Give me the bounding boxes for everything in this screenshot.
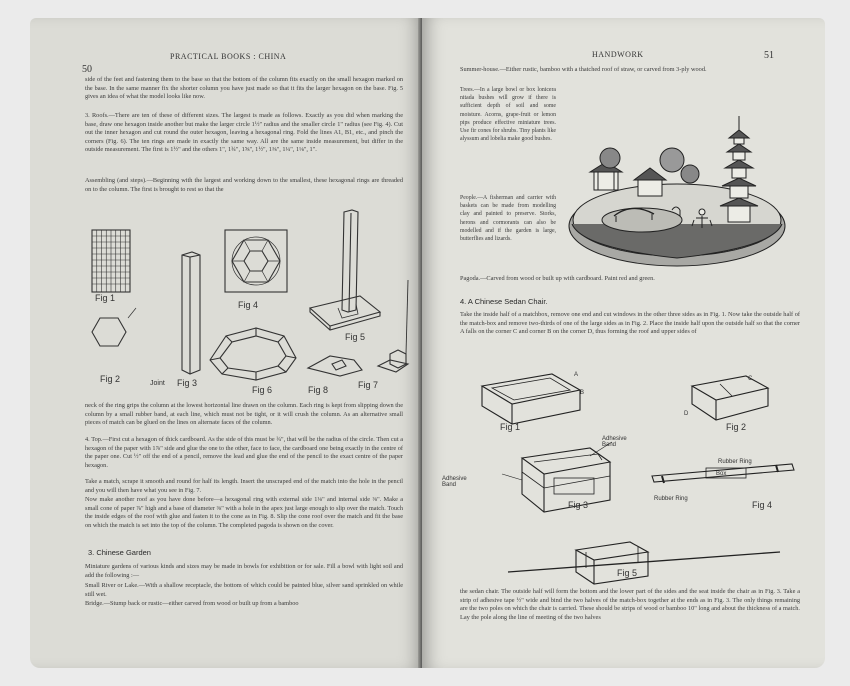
page-number-left: 50 (82, 64, 92, 75)
left-para-9: Small River or Lake.—With a shallow receptacle, the bottom of which could be painted blue, silver sand sprinkled on while still wet. (85, 582, 403, 598)
right-para-3: People.—A fisherman and carrier with baskets can be made from modelling clay and painted to preserve. Storks, herons and cormorants can also be modelled and if the garden is large, butterflies and lizards. (460, 195, 556, 243)
sedan-fig5-chair (508, 542, 780, 584)
sedan-fig2-box (692, 376, 768, 420)
fig4-caption: Fig 4 (238, 300, 259, 310)
left-para-7: Now make another roof as you have done before—a hexagonal ring with external side 1⅛" and internal side ⅜". Make a small cone of paper ⅞" high and a base of diameter ⅜" with a hole in the apex just large enough to slip over the match. Touch the inside edges of the roof with glue and fasten it to the cone as in Fig. 8. Slip the cone roof over the match and fit the base on which the match is set into the top of the column. The completed pagoda is shown on the cover. (85, 496, 403, 529)
corner-b-label: B (580, 390, 585, 396)
sedan-fig3-box (522, 448, 610, 512)
sedan-fig2-caption: Fig 2 (726, 422, 747, 432)
open-book (30, 18, 825, 668)
right-para-4: Pagoda.—Carved from wood or built up with cardboard. Paint red and green. (460, 275, 655, 282)
corner-d-label: D (684, 411, 689, 417)
fig1-caption: Fig 1 (95, 293, 116, 303)
sedan-fig5-caption: Fig 5 (617, 568, 638, 578)
left-para-4: neck of the ring grips the column at the lowest horizontal line drawn on the column. Each ring is kept from slipping down the column by a small rubber band, at each line, which must not be tight, or it will crush the column. As an alternative small pieces of match can be glued on the lines on alternate faces of the column. (85, 402, 403, 427)
fig5-caption: Fig 5 (345, 332, 366, 342)
sedan-fig3-caption: Fig 3 (568, 500, 589, 510)
right-para-6: the sedan chair. The outside half will form the bottom and the lower part of the sides and the seat inside the chair as in Fig. 3. Take a strip of adhesive tape ½" wide and bind the two halves of the match-box together at the ends as in Fig. 3. The only things remaining are the two poles on which the chair is carried. These should be strips of wood or bamboo 10" long and about the thickness of a match. Lay the pole along the line of meeting of the two halves (460, 588, 800, 621)
joint-label: Joint (150, 380, 165, 387)
running-head-left: PRACTICAL BOOKS : CHINA (170, 52, 287, 61)
fig7-pencil-top (378, 280, 408, 372)
left-page (30, 18, 422, 668)
left-para-1: side of the feet and fastening them to the base so that the bottom of the column fits exactly on the small hexagon marked on the base. In the same manner fix the shorter column you have just made so that it fits the larger hexagon on the base. Fig. 5 gives an idea of what the model looks like now. (85, 76, 403, 101)
fig7-caption: Fig 7 (358, 380, 379, 390)
right-page (422, 18, 825, 668)
section-title-chinese-garden: 3. Chinese Garden (88, 548, 151, 557)
sedan-fig4-caption: Fig 4 (752, 500, 773, 510)
right-para-5: Take the inside half of a matchbox, remove one end and cut windows in the other three sides as in Fig. 1. Now take the outside half of the match-box and remove two-thirds of one of the large sides as in Fig. 2. Place the inside half upon the outside half so that the corner A falls on the corner C and corner B on the corner D, thus forming the roof and upper sides of (460, 311, 800, 336)
left-para-8: Miniature gardens of various kinds and sizes may be made in bowls for exhibition or for sale. Fill a bowl with light soil and add the following :— (85, 563, 403, 579)
adhesive-band-label-2: Adhesive Band (442, 476, 467, 488)
fig3-caption: Fig 3 (177, 378, 198, 388)
fig8-caption: Fig 8 (308, 385, 329, 395)
rubber-ring-label-2: Rubber Ring (654, 496, 688, 502)
adhesive-band-label-1: Adhesive Band (602, 436, 627, 448)
corner-a-label: A (574, 372, 579, 378)
fig6-caption: Fig 6 (252, 385, 273, 395)
left-para-10: Bridge.—Stump back or rustic—either carved from wood or built up from a bamboo (85, 600, 299, 607)
fig2-caption: Fig 2 (100, 374, 121, 384)
running-head-right: HANDWORK (592, 50, 644, 59)
fig6-hexagonal-ring (210, 328, 296, 380)
left-para-3: Assembling (and steps).—Beginning with the largest and working down to the smallest, these hexagonal rings are threaded on to the column. The first is brought to rest so that the (85, 177, 403, 193)
fig8-cone-roof (308, 356, 362, 376)
fig2-hexagon (92, 318, 126, 346)
page-number-right: 51 (764, 50, 774, 61)
pagoda-figures (80, 200, 410, 395)
right-para-2: Trees.—In a large bowl or box lonicera nitada bushes will grow if there is sufficient depth of soil and some moisture. Acorns, grape-fruit or lemon pips produce effective miniature trees. Use fir cones for shrubs. Tiny plants like alyssum and lobelia make good bushes. (460, 87, 556, 143)
left-para-6: Take a match, scrape it smooth and round for half its length. Insert the unscraped end of the match into the hole in the pencil and you will then have what you see in Fig. 7. (85, 478, 403, 494)
box-label: Box (716, 471, 727, 477)
left-para-2: 3. Roofs.—There are ten of these of different sizes. The largest is made as follows. Exactly as you did when marking the base, draw one hexagon inside another but make the larger circle 1½" radius and the smaller circle 1" radius (see Fig. 4). Cut out the inner hexagon and cut round the outer hexagon, leaving a hexagonal ring. Fold the lines A1, B1, etc., and pinch the corners (Fig. 6). The ten rings are made in exactly the same way. All are the same inside measurement, but differ in the outside measurement. The first is 1½" and the others 1", 1¾", 1⅝", 1½", 1⅜", 1¼", 1⅛", 1". (85, 112, 403, 154)
rubber-ring-label-1: Rubber Ring (718, 459, 752, 465)
miniature-garden-illustration (562, 98, 792, 274)
right-para-1: Summer-house.—Either rustic, bamboo with a thatched roof of straw, or carved from 3-ply wood. (460, 66, 707, 73)
sedan-chair-figures (462, 346, 807, 586)
sedan-fig1-tray (482, 374, 580, 424)
fig4-hexagon-template (225, 230, 287, 292)
left-para-5: 4. Top.—First cut a hexagon of thick cardboard. As the side of this must be ¾", that will be the radius of the circle. Then cut a hexagon of the paper with 1⅞" side and glue the one to the other, face to face, the cardboard one being exactly in the centre of the paper one. Cut ½" off the end of a pencil, remove the lead and glue the end of the pencil to the exact centre of the paper hexagon. (85, 436, 403, 469)
fig1-grid (92, 230, 130, 292)
fig5-column-on-base (310, 210, 380, 330)
corner-c-label: C (748, 376, 753, 382)
fig3-column (182, 252, 200, 374)
sedan-fig1-caption: Fig 1 (500, 422, 521, 432)
section-title-sedan-chair: 4. A Chinese Sedan Chair. (460, 297, 548, 306)
